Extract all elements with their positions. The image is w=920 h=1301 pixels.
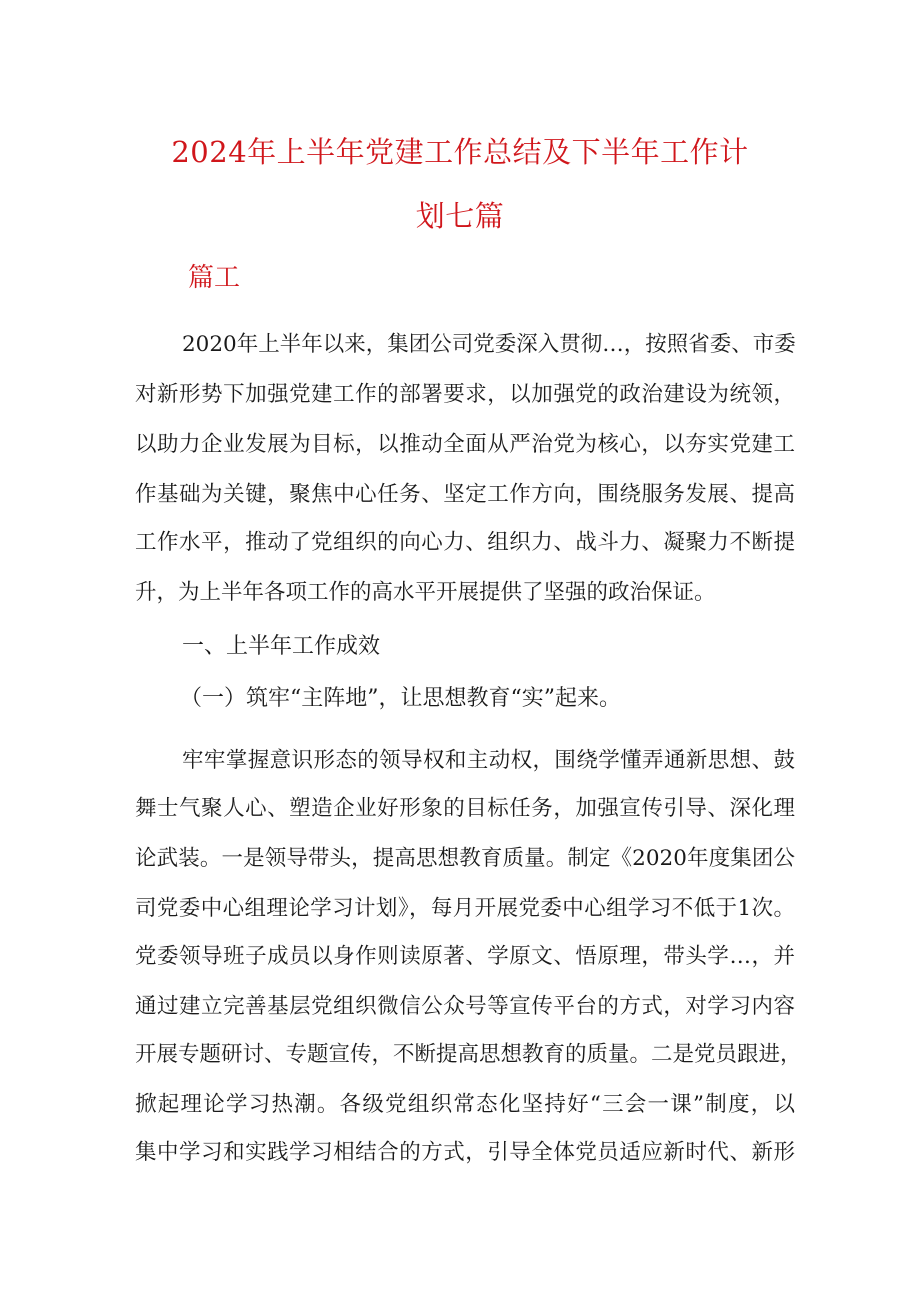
paragraph-line: 2020年上半年以来，集团公司党委深入贯彻…，按照省委、市委	[182, 332, 796, 357]
document-title-line-1: 2024年上半年党建工作总结及下半年工作计	[171, 135, 749, 169]
subsection-heading: （一）筑牢“主阵地”，让思想教育“实”起来。	[180, 686, 621, 711]
paragraph-line: 对新形势下加强党建工作的部署要求，以加强党的政治建设为统领，	[135, 382, 795, 407]
paragraph-line: 通过建立完善基层党组织微信公众号等宣传平台的方式，对学习内容	[135, 994, 795, 1019]
section-heading: 一、上半年工作成效	[182, 634, 381, 659]
paragraph-line: 作基础为关键，聚焦中心任务、坚定工作方向，围绕服务发展、提高	[135, 482, 795, 507]
paragraph-line: 牢牢掌握意识形态的领导权和主动权，围绕学懂弄通新思想、鼓	[182, 748, 795, 773]
paragraph-line: 集中学习和实践学习相结合的方式，引导全体党员适应新时代、新形	[135, 1140, 795, 1165]
paragraph-line: 开展专题研讨、专题宣传，不断提高思想教育的质量。二是党员跟进，	[135, 1042, 802, 1067]
paragraph-line: 升，为上半年各项工作的高水平开展提供了坚强的政治保证。	[135, 580, 716, 605]
paragraph-line: 党委领导班子成员以身作则读原著、学原文、悟原理，带头学…，并	[135, 944, 795, 969]
paragraph-line: 掀起理论学习热潮。各级党组织常态化坚持好“三会一课”制度，以	[135, 1092, 795, 1117]
paragraph-line: 舞士气聚人心、塑造企业好形象的目标任务，加强宣传引导、深化理	[135, 796, 795, 821]
paragraph-line: 工作水平，推动了党组织的向心力、组织力、战斗力、凝聚力不断提	[135, 530, 795, 555]
document-title-line-2: 划七篇	[415, 199, 505, 233]
paragraph-line: 以助力企业发展为目标，以推动全面从严治党为核心，以夯实党建工	[135, 432, 795, 457]
paragraph-line: 论武装。一是领导带头，提高思想教育质量。制定《2020年度集团公	[135, 846, 795, 871]
section-label: 篇工	[188, 263, 241, 293]
paragraph-line: 司党委中心组理论学习计划》，每月开展党委中心组学习不低于1次。	[135, 896, 795, 921]
